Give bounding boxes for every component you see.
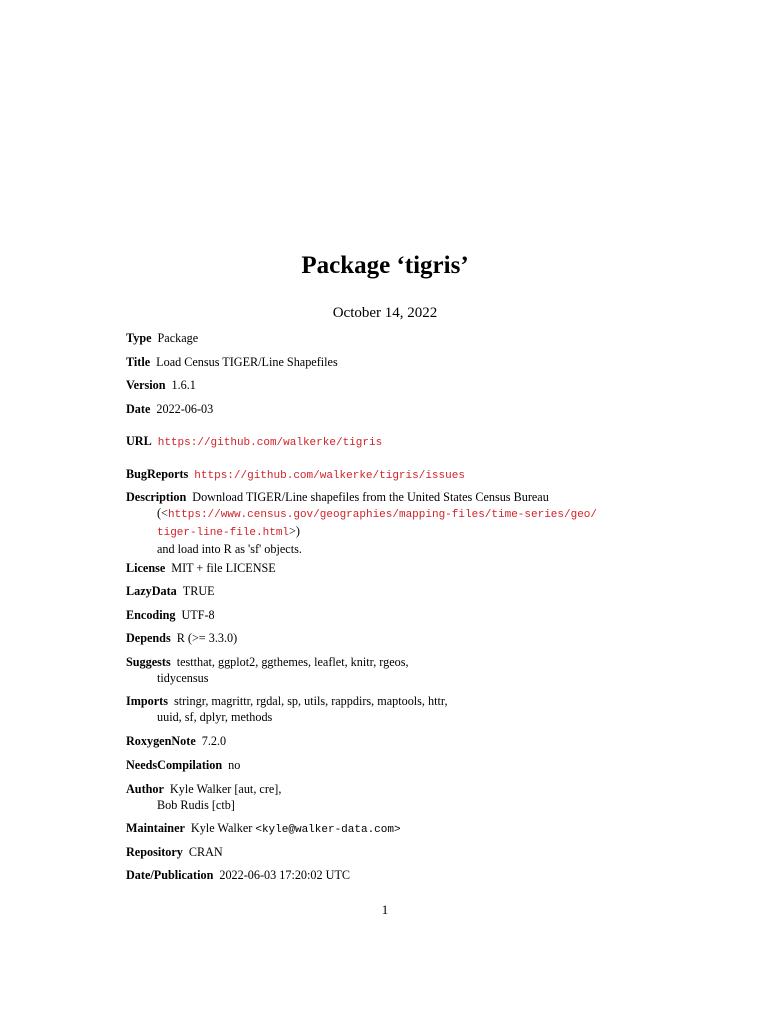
field-url <box>126 433 596 451</box>
imports-line-1: stringr, magrittr, rgdal, sp, utils, rappdirs, maptools, httr, <box>173 694 448 708</box>
maintainer-email: <kyle@walker-data.com> <box>255 824 401 836</box>
url-link[interactable]: https://github.com/walkerke/tigris <box>157 437 383 449</box>
suggests-line-1: testthat, ggplot2, ggthemes, leaflet, knitr, rgeos, <box>176 655 409 669</box>
field-date-publication <box>126 867 596 883</box>
census-link-part-2[interactable]: tiger-line-file.html <box>157 527 290 539</box>
census-link-part-1[interactable]: https://www.census.gov/geographies/mapping-files/time-series/geo/ <box>167 509 598 521</box>
field-key: Encoding <box>126 608 176 622</box>
field-maintainer <box>126 820 596 838</box>
package-title: Package ‘tigris’ <box>301 252 469 279</box>
maintainer-name: Kyle Walker <box>190 821 253 835</box>
field-value: MIT + file LICENSE <box>171 561 276 575</box>
field-lazydata <box>126 583 596 599</box>
field-suggests <box>126 654 596 686</box>
field-key: LazyData <box>126 584 177 598</box>
field-encoding <box>126 607 596 623</box>
field-value: Package <box>157 331 199 345</box>
field-key: BugReports <box>126 467 189 481</box>
author-line-1: Kyle Walker [aut, cre], <box>169 782 282 796</box>
field-roxygennote <box>126 733 596 749</box>
field-date <box>126 401 596 417</box>
field-key: Version <box>126 378 166 392</box>
field-key: Date/Publication <box>126 868 214 882</box>
author-line-2: Bob Rudis [ctb] <box>157 798 235 812</box>
field-key: Maintainer <box>126 821 185 835</box>
field-key: RoxygenNote <box>126 734 196 748</box>
field-version <box>126 377 596 393</box>
field-key: Type <box>126 331 152 345</box>
field-key: Suggests <box>126 655 171 669</box>
field-repository <box>126 844 596 860</box>
imports-line-2: uuid, sf, dplyr, methods <box>157 710 273 724</box>
field-key: Repository <box>126 845 183 859</box>
description-line-1: Download TIGER/Line shapefiles from the United States Census Bureau <box>192 490 549 504</box>
field-needscompilation <box>126 757 596 773</box>
field-key: NeedsCompilation <box>126 758 223 772</box>
field-key: Date <box>126 402 151 416</box>
field-value: R (>= 3.3.0) <box>176 631 238 645</box>
description-close-bracket: >) <box>289 524 300 538</box>
field-depends <box>126 630 596 646</box>
field-value: 1.6.1 <box>171 378 196 392</box>
field-key: Title <box>126 355 151 369</box>
field-value: 2022-06-03 <box>156 402 214 416</box>
field-key: Imports <box>126 694 168 708</box>
field-value: CRAN <box>188 845 223 859</box>
description-line-3: and load into R as 'sf' objects. <box>157 542 302 556</box>
field-title <box>126 354 596 370</box>
page-number: 1 <box>381 902 389 917</box>
bugreports-link[interactable]: https://github.com/walkerke/tigris/issues <box>194 470 465 482</box>
field-key: License <box>126 561 166 575</box>
field-author <box>126 781 596 813</box>
field-value: UTF-8 <box>181 608 215 622</box>
field-imports <box>126 693 596 725</box>
field-type <box>126 330 596 346</box>
field-key: Author <box>126 782 164 796</box>
field-key: URL <box>126 434 152 448</box>
field-value: TRUE <box>182 584 215 598</box>
field-value: Load Census TIGER/Line Shapefiles <box>156 355 338 369</box>
field-value: no <box>228 758 241 772</box>
document-date: October 14, 2022 <box>332 305 438 321</box>
field-key: Depends <box>126 631 171 645</box>
description-open-bracket: (< <box>157 506 168 520</box>
field-key: Description <box>126 490 187 504</box>
field-description <box>126 489 606 557</box>
field-value: 7.2.0 <box>201 734 227 748</box>
field-value: 2022-06-03 17:20:02 UTC <box>219 868 351 882</box>
field-bugreports <box>126 466 596 484</box>
suggests-line-2: tidycensus <box>157 671 209 685</box>
field-license <box>126 560 596 576</box>
